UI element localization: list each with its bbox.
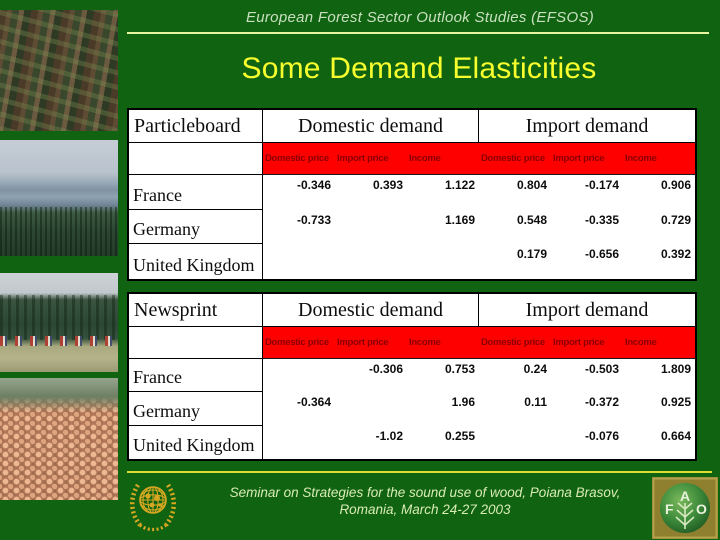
row-label: United Kingdom	[129, 426, 263, 459]
column-header: Domestic price	[481, 337, 545, 348]
fao-logo-icon	[652, 477, 718, 539]
empty-label-cell	[129, 327, 263, 359]
slide-title: Some Demand Elasticities	[241, 52, 597, 85]
column-header: Domestic price	[265, 153, 329, 164]
elasticity-value: 1.809	[660, 362, 691, 376]
column-header: Income	[625, 153, 657, 164]
treeline-texture	[0, 207, 118, 256]
particleboard-table	[127, 108, 697, 281]
subheader-band	[263, 143, 695, 175]
row-label: Germany	[129, 392, 263, 425]
row-label: Germany	[129, 210, 263, 245]
elasticity-value: -1.02	[375, 428, 403, 443]
import-demand-header: Import demand	[479, 110, 695, 143]
un-emblem-icon	[129, 479, 177, 535]
elasticity-value: 0.24	[523, 362, 547, 376]
elasticity-value: 0.11	[524, 395, 547, 410]
forest-deadwood-photo	[0, 10, 118, 131]
elasticity-value	[263, 359, 335, 392]
elasticity-value: -0.733	[296, 212, 331, 227]
elasticity-value	[335, 392, 407, 425]
column-header: Import price	[553, 337, 605, 348]
footer-caption-line1: Seminar on Strategies for the sound use of wood, Poiana Brasov,	[229, 485, 621, 500]
column-header: Income	[409, 153, 441, 164]
svg-text:A: A	[680, 488, 691, 504]
row-label: France	[129, 175, 263, 210]
cyclists-forest-photo	[0, 273, 118, 372]
column-header: Domestic price	[481, 153, 545, 164]
column-header: Import price	[337, 337, 389, 348]
elasticity-value: 0.548	[516, 212, 547, 227]
column-header: Income	[625, 337, 657, 348]
elasticity-value: 1.122	[444, 178, 475, 192]
empty-label-cell	[129, 143, 263, 175]
elasticity-value	[263, 244, 335, 279]
subheader-band	[263, 327, 695, 359]
slide-header: European Forest Sector Outlook Studies (EFSOS)	[245, 9, 595, 26]
svg-text:F: F	[665, 501, 674, 517]
column-header: Income	[409, 337, 441, 348]
elasticity-value: -0.656	[584, 247, 619, 262]
elasticity-value: 0.664	[660, 428, 691, 443]
elasticity-value: 0.729	[660, 212, 691, 227]
elasticity-value: 0.753	[444, 362, 475, 376]
elasticity-value	[263, 426, 335, 459]
domestic-demand-header: Domestic demand	[263, 294, 479, 327]
elasticity-value: -0.306	[368, 362, 403, 376]
newsprint-table	[127, 292, 697, 461]
row-label: United Kingdom	[129, 244, 263, 279]
elasticity-value: -0.364	[296, 395, 331, 410]
elasticity-value: -0.346	[296, 178, 331, 192]
trees-texture	[0, 295, 118, 341]
footer-caption	[190, 484, 660, 518]
domestic-demand-header: Domestic demand	[263, 110, 479, 143]
elasticity-value	[479, 426, 551, 459]
column-header: Import price	[337, 153, 389, 164]
column-header: Domestic price	[265, 337, 329, 348]
elasticity-value: -0.174	[584, 178, 619, 192]
header-divider-line	[127, 32, 709, 34]
elasticity-value	[407, 244, 479, 279]
elasticity-value: 1.169	[444, 212, 475, 227]
footer-divider-line	[127, 471, 712, 473]
elasticity-value: 0.179	[516, 247, 547, 262]
elasticity-value: 0.804	[516, 178, 547, 192]
elasticity-value: -0.076	[584, 428, 619, 443]
elasticity-value	[335, 210, 407, 245]
table-product-label: Newsprint	[129, 294, 263, 327]
elasticity-value: 0.925	[660, 395, 691, 410]
row-label: France	[129, 359, 263, 392]
elasticity-value: 1.96	[451, 395, 475, 410]
elasticity-value: 0.906	[660, 178, 691, 192]
elasticity-value: -0.503	[584, 362, 619, 376]
column-header: Import price	[553, 153, 605, 164]
elasticity-value: 0.392	[660, 247, 691, 262]
elasticity-value: 0.255	[444, 428, 475, 443]
timber-stack-photo	[0, 378, 118, 500]
svg-text:O: O	[696, 501, 707, 517]
cyclists-texture	[0, 336, 118, 346]
footer-caption-line2: Romania, March 24-27 2003	[339, 502, 511, 517]
elasticity-value	[335, 244, 407, 279]
forest-lake-photo	[0, 140, 118, 256]
background-trees-texture	[0, 378, 118, 412]
import-demand-header: Import demand	[479, 294, 695, 327]
elasticity-value: 0.393	[372, 178, 403, 192]
elasticity-value: -0.335	[584, 212, 619, 227]
table-product-label: Particleboard	[129, 110, 263, 143]
elasticity-value: -0.372	[584, 395, 619, 410]
